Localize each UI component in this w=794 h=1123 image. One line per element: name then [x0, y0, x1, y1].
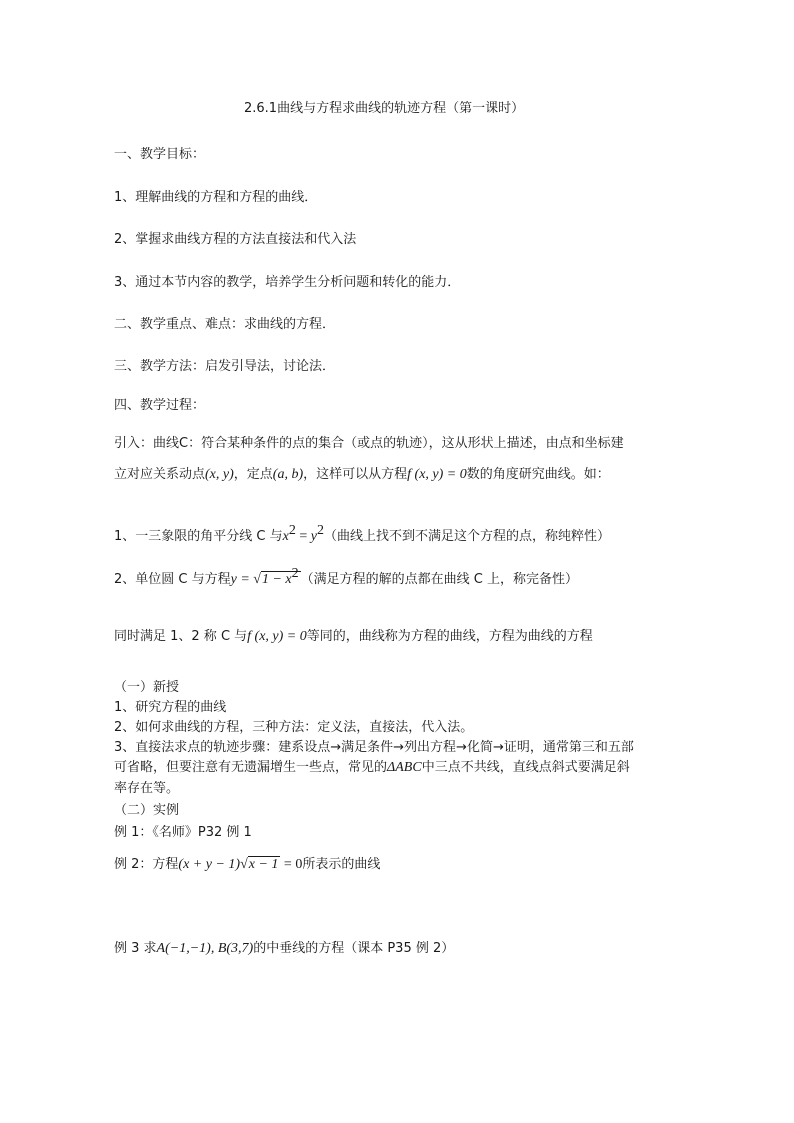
intro-text-b: ，定点	[233, 467, 273, 482]
eq-x-exponent: 2	[288, 523, 296, 538]
triangle-abc: ΔABC	[387, 760, 422, 775]
section-key-points: 二、教学重点、难点：求曲线的方程．	[114, 317, 336, 332]
section-teaching-goals: 一、教学目标：	[114, 147, 206, 162]
eq-y: y	[310, 529, 317, 544]
purity-text-b: （曲线上找不到不满足这个方程的点，称纯粹性）	[323, 529, 610, 544]
coord-ab: (a, b)	[272, 467, 304, 482]
completeness-text-b: （满足方程的解的点都在曲线 C 上，称完备性）	[300, 572, 578, 587]
e2-text-b: 所表示的曲线	[302, 857, 381, 872]
section-examples: （二）实例	[114, 803, 180, 818]
e3-points: A(−1,−1), B(3,7)	[156, 941, 254, 956]
eq-equals: =	[295, 529, 311, 544]
intro-line-2	[114, 466, 610, 484]
function-equation: f (x, y) = 0	[407, 467, 467, 482]
example-purity	[114, 523, 610, 546]
new-item-3-line-3: 率存在等。	[114, 781, 180, 796]
intro-text-c: ，这样可以从方程	[303, 467, 408, 482]
intro-line-1: 引入：曲线C：符合某种条件的点的集合（或点的轨迹），这从形状上描述，由点和坐标建	[114, 436, 624, 451]
section-process: 四、教学过程：	[114, 398, 206, 413]
e2-lhs: (x + y − 1)	[178, 857, 241, 872]
e2-radicand: x − 1	[248, 857, 279, 872]
radicand: $1 - x^2$	[261, 566, 299, 587]
new-item-3-line-2	[114, 759, 630, 777]
new-item-3-line-1: 3、直接法求点的轨迹步骤：建系设点→满足条件→列出方程→化简→证明，通常第三和五部	[114, 740, 634, 755]
new-item-2: 2、如何求曲线的方程，三种方法：定义法，直接法，代入法。	[114, 720, 474, 735]
both-equation: f (x, y) = 0	[247, 629, 307, 644]
coord-xy: (x, y)	[205, 467, 234, 482]
goal-2: 2、掌握求曲线方程的方法直接法和代入法	[114, 232, 357, 247]
new-item-1: 1、研究方程的曲线	[114, 700, 227, 715]
e2-rhs: = 0	[280, 857, 303, 872]
example-2	[114, 856, 380, 874]
n3-text-c: 中三点不共线，直线点斜式要满足斜	[421, 760, 630, 775]
e3-text-a: 例 3 求	[114, 941, 157, 956]
both-text-b: 等同的，曲线称为方程的曲线，方程为曲线的方程	[306, 629, 593, 644]
e2-text-a: 例 2：方程	[114, 857, 179, 872]
goal-3: 3、通过本节内容的教学，培养学生分析问题和转化的能力．	[114, 275, 461, 290]
e3-text-b: 的中垂线的方程（课本 P35 例 2）	[253, 941, 455, 956]
eq-y-left: y =	[230, 572, 254, 587]
section-new-lesson: （一）新授	[114, 680, 180, 695]
intro-text-a: 立对应关系动点	[114, 467, 206, 482]
goal-1: 1、理解曲线的方程和方程的曲线．	[114, 190, 318, 205]
both-text-a: 同时满足 1、2 称 C 与	[114, 629, 248, 644]
completeness-text-a: 2、单位圆 C 与方程	[114, 572, 231, 587]
example-1: 例 1：《名师》P32 例 1	[114, 825, 252, 840]
section-methods: 三、教学方法：启发引导法，讨论法．	[114, 359, 336, 374]
e2-sqrt-sign: √	[240, 857, 248, 872]
purity-text-a: 1、一三象限的角平分线 C 与	[114, 529, 283, 544]
example-completeness	[114, 566, 578, 589]
n3-text-b: 可省略，但要注意有无遗漏增生一些点，常见的	[114, 760, 388, 775]
eq-y-exponent: 2	[316, 523, 324, 538]
example-3	[114, 940, 454, 958]
page-title: 2.6.1曲线与方程求曲线的轨迹方程（第一课时）	[244, 101, 525, 116]
eq-x: x	[282, 529, 289, 544]
intro-text-d: 数的角度研究曲线。如：	[466, 467, 610, 482]
both-conditions	[114, 628, 593, 646]
sqrt-sign: √	[253, 572, 261, 587]
